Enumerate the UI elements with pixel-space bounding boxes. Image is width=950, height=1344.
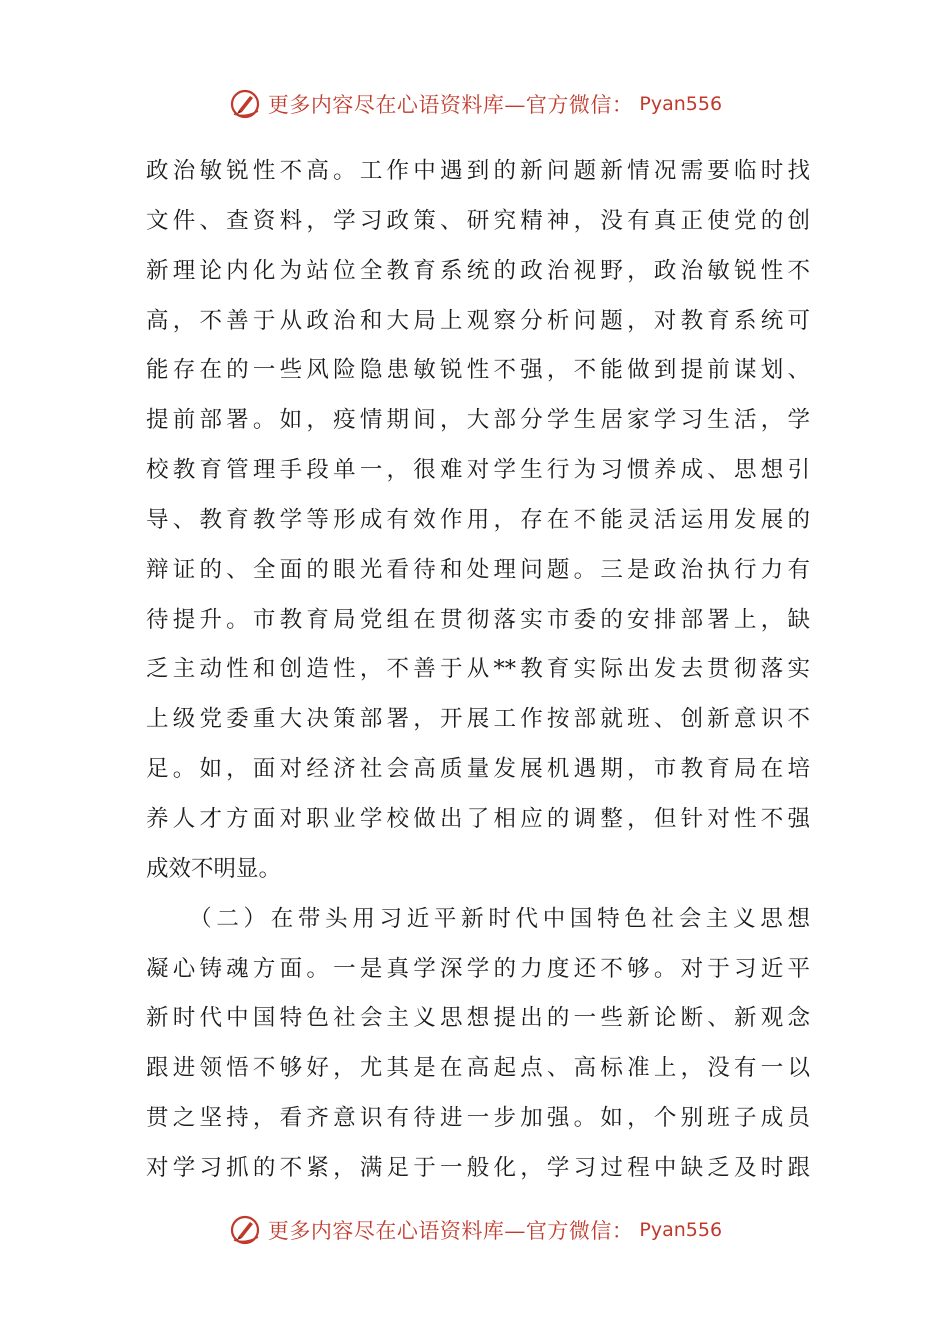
- text-line: 辩证的、全面的眼光看待和处理问题。三是政治执行力有: [146, 556, 810, 583]
- pen-in-circle-icon: [228, 1213, 262, 1247]
- text-line: 跟进领悟不够好，尤其是在高起点、高标准上，没有一以: [146, 1055, 810, 1082]
- banner-text: 更多内容尽在心语资料库—官方微信：: [267, 93, 634, 117]
- text-line: 新时代中国特色社会主义思想提出的一些新论断、新观念: [146, 1005, 810, 1032]
- text-line: 对学习抓的不紧，满足于一般化，学习过程中缺乏及时跟: [146, 1154, 810, 1181]
- text-line: 贯之坚持，看齐意识有待进一步加强。如，个别班子成员: [146, 1105, 810, 1132]
- text-line: 养人才方面对职业学校做出了相应的调整，但针对性不强: [146, 805, 810, 832]
- text-line: 校教育管理手段单一，很难对学生行为习惯养成、思想引: [146, 457, 810, 484]
- wechat-id: Pyan556: [639, 1219, 723, 1241]
- pen-in-circle-icon: [228, 87, 262, 121]
- header-watermark-banner: [0, 84, 950, 124]
- text-line: 高，不善于从政治和大局上观察分析问题，对教育系统可: [146, 307, 810, 334]
- text-line: 待提升。市教育局党组在贯彻落实市委的安排部署上，缺: [146, 606, 810, 633]
- text-line: 政治敏锐性不高。工作中遇到的新问题新情况需要临时找: [146, 158, 810, 184]
- section-heading-line: （二）在带头用习近平新时代中国特色社会主义思想: [146, 905, 810, 932]
- text-line: 文件、查资料，学习政策、研究精神，没有真正使党的创: [146, 207, 810, 234]
- text-line: 新理论内化为站位全教育系统的政治视野，政治敏锐性不: [146, 257, 810, 284]
- wechat-id: Pyan556: [639, 93, 723, 115]
- footer-watermark-banner: [0, 1210, 950, 1250]
- text-line: 提前部署。如，疫情期间，大部分学生居家学习生活，学: [146, 407, 810, 434]
- text-line: 导、教育教学等形成有效作用，存在不能灵活运用发展的: [146, 506, 810, 533]
- text-line: 上级党委重大决策部署，开展工作按部就班、创新意识不: [146, 706, 810, 733]
- text-line: 足。如，面对经济社会高质量发展机遇期，市教育局在培: [146, 756, 810, 783]
- text-line: 成效不明显。: [146, 855, 282, 882]
- banner-text: 更多内容尽在心语资料库—官方微信：: [267, 1219, 634, 1243]
- text-line: 凝心铸魂方面。一是真学深学的力度还不够。对于习近平: [146, 955, 810, 982]
- text-line: 乏主动性和创造性，不善于从**教育实际出发去贯彻落实: [146, 656, 810, 683]
- document-body: [146, 147, 810, 1194]
- text-line: 能存在的一些风险隐患敏锐性不强，不能做到提前谋划、: [146, 357, 810, 384]
